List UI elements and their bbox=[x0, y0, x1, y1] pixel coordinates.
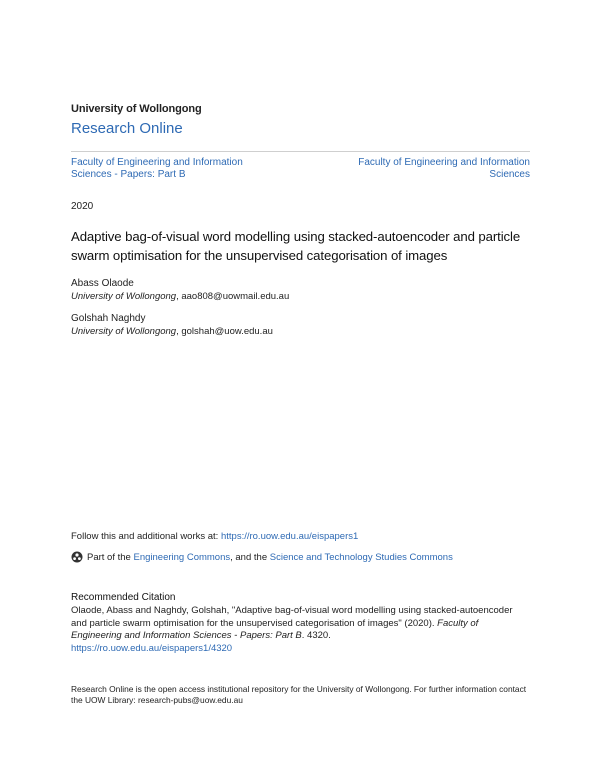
faculty-series-link[interactable]: Faculty of Engineering and Information Sciences - Papers: Part B bbox=[71, 157, 243, 180]
author-email: aao808@uowmail.edu.au bbox=[181, 291, 290, 302]
part-of-prefix: Part of the bbox=[87, 551, 131, 563]
author-name: Golshah Naghdy bbox=[71, 313, 146, 324]
citation-url-link[interactable]: https://ro.uow.edu.au/eispapers1/4320 bbox=[71, 642, 233, 654]
citation-body: Olaode, Abass and Naghdy, Golshah, "Adaptive bag-of-visual word modelling using stacked-autoencoder and particle swarm optimisation for the unsupervised categorisation of images" (2020). bbox=[71, 605, 513, 629]
faculty-link[interactable]: Faculty of Engineering and Information Sciences bbox=[358, 157, 530, 180]
engineering-commons-link[interactable]: Engineering Commons bbox=[133, 551, 231, 563]
author-affiliation: University of Wollongong, aao808@uowmail.edu.au bbox=[71, 291, 290, 302]
author-block bbox=[71, 313, 273, 337]
commons-network-icon bbox=[71, 551, 83, 563]
research-online-link[interactable]: Research Online bbox=[71, 120, 183, 137]
citation-heading: Recommended Citation bbox=[71, 592, 176, 603]
part-of-line bbox=[71, 551, 453, 563]
repository-footer: Research Online is the open access institutional repository for the University of Wollongong. For further information contact the UOW Library: research-pubs@uow.edu.au bbox=[71, 684, 527, 705]
publication-year: 2020 bbox=[71, 201, 94, 212]
sts-commons-link[interactable]: Science and Technology Studies Commons bbox=[269, 551, 453, 563]
author-name: Abass Olaode bbox=[71, 278, 134, 289]
part-of-middle: , and the bbox=[230, 551, 268, 563]
follow-line bbox=[71, 531, 358, 542]
paper-title: Adaptive bag-of-visual word modelling using stacked-autoencoder and particle swarm optimisation for the unsupervised categorisation of images bbox=[71, 229, 521, 263]
affiliation-name: University of Wollongong bbox=[71, 326, 177, 337]
citation-journal: Faculty of Engineering and Information Sciences - Papers: Part B bbox=[71, 617, 479, 641]
affiliation-name: University of Wollongong bbox=[71, 291, 177, 302]
university-name: University of Wollongong bbox=[71, 103, 202, 115]
author-email: golshah@uow.edu.au bbox=[181, 326, 273, 337]
citation-number: . 4320. bbox=[301, 630, 331, 641]
header-divider bbox=[71, 151, 530, 152]
follow-url-link[interactable]: https://ro.uow.edu.au/eispapers1 bbox=[220, 531, 359, 542]
citation-text bbox=[71, 605, 530, 655]
follow-prefix: Follow this and additional works at: bbox=[71, 531, 221, 542]
author-affiliation: University of Wollongong, golshah@uow.edu.au bbox=[71, 326, 273, 337]
author-block bbox=[71, 278, 289, 302]
